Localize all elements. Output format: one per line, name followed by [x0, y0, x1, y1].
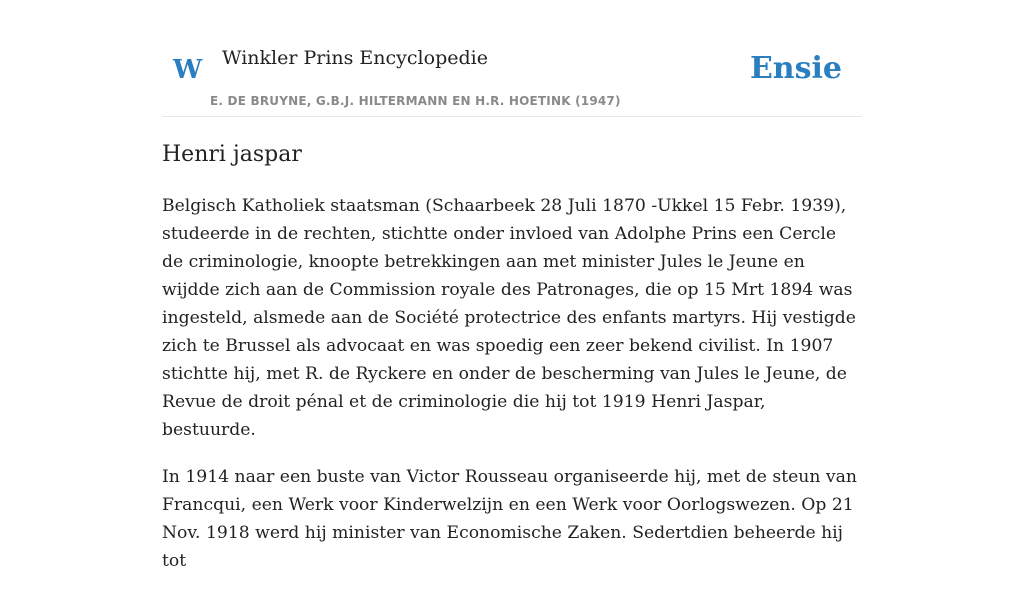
site-header [162, 0, 862, 117]
publication-title[interactable]: Winkler Prins Encyclopedie [222, 47, 488, 69]
article-paragraph-1: Belgisch Katholiek staatsman (Schaarbeek 28 Juli 1870 -Ukkel 15 Febr. 1939), studeerde in de rechten, stichtte onder invloed van Adolphe Prins een Cercle de criminologie, knoopte betrekkingen aan met minister Jules le Jeune en wijdde zich aan de Commission royale des Patronages, die op 15 Mrt 1894 was ingesteld, alsmede aan de Société protectrice des enfants martyrs. Hij vestigde zich te Brussel als advocaat en was spoedig een zeer bekend civilist. In 1907 stichtte hij, met R. de Ryckere en onder de bescherming van Jules le Jeune, de Revue de droit pénal et de criminologie die hij tot 1919 Henri Jaspar, bestuurde. [162, 196, 856, 440]
page [162, 0, 862, 571]
article-paragraph-2: In 1914 naar een buste van Victor Rousseau organiseerde hij, met de steun van Francqui, een Werk voor Kinderwelzijn en een Werk voor Oorlogswezen. Op 21 Nov. 1918 werd hij minister van Economische Zaken. Sedertdien beheerde hij tot [162, 467, 857, 571]
article-title: Henri jaspar [162, 142, 302, 167]
ensie-logo-link[interactable]: Ensie [749, 51, 842, 86]
publication-authors: E. DE BRUYNE, G.B.J. HILTERMANN EN H.R. HOETINK (1947) [210, 94, 621, 108]
article-body [162, 192, 862, 594]
publication-logo[interactable]: W [173, 55, 203, 85]
